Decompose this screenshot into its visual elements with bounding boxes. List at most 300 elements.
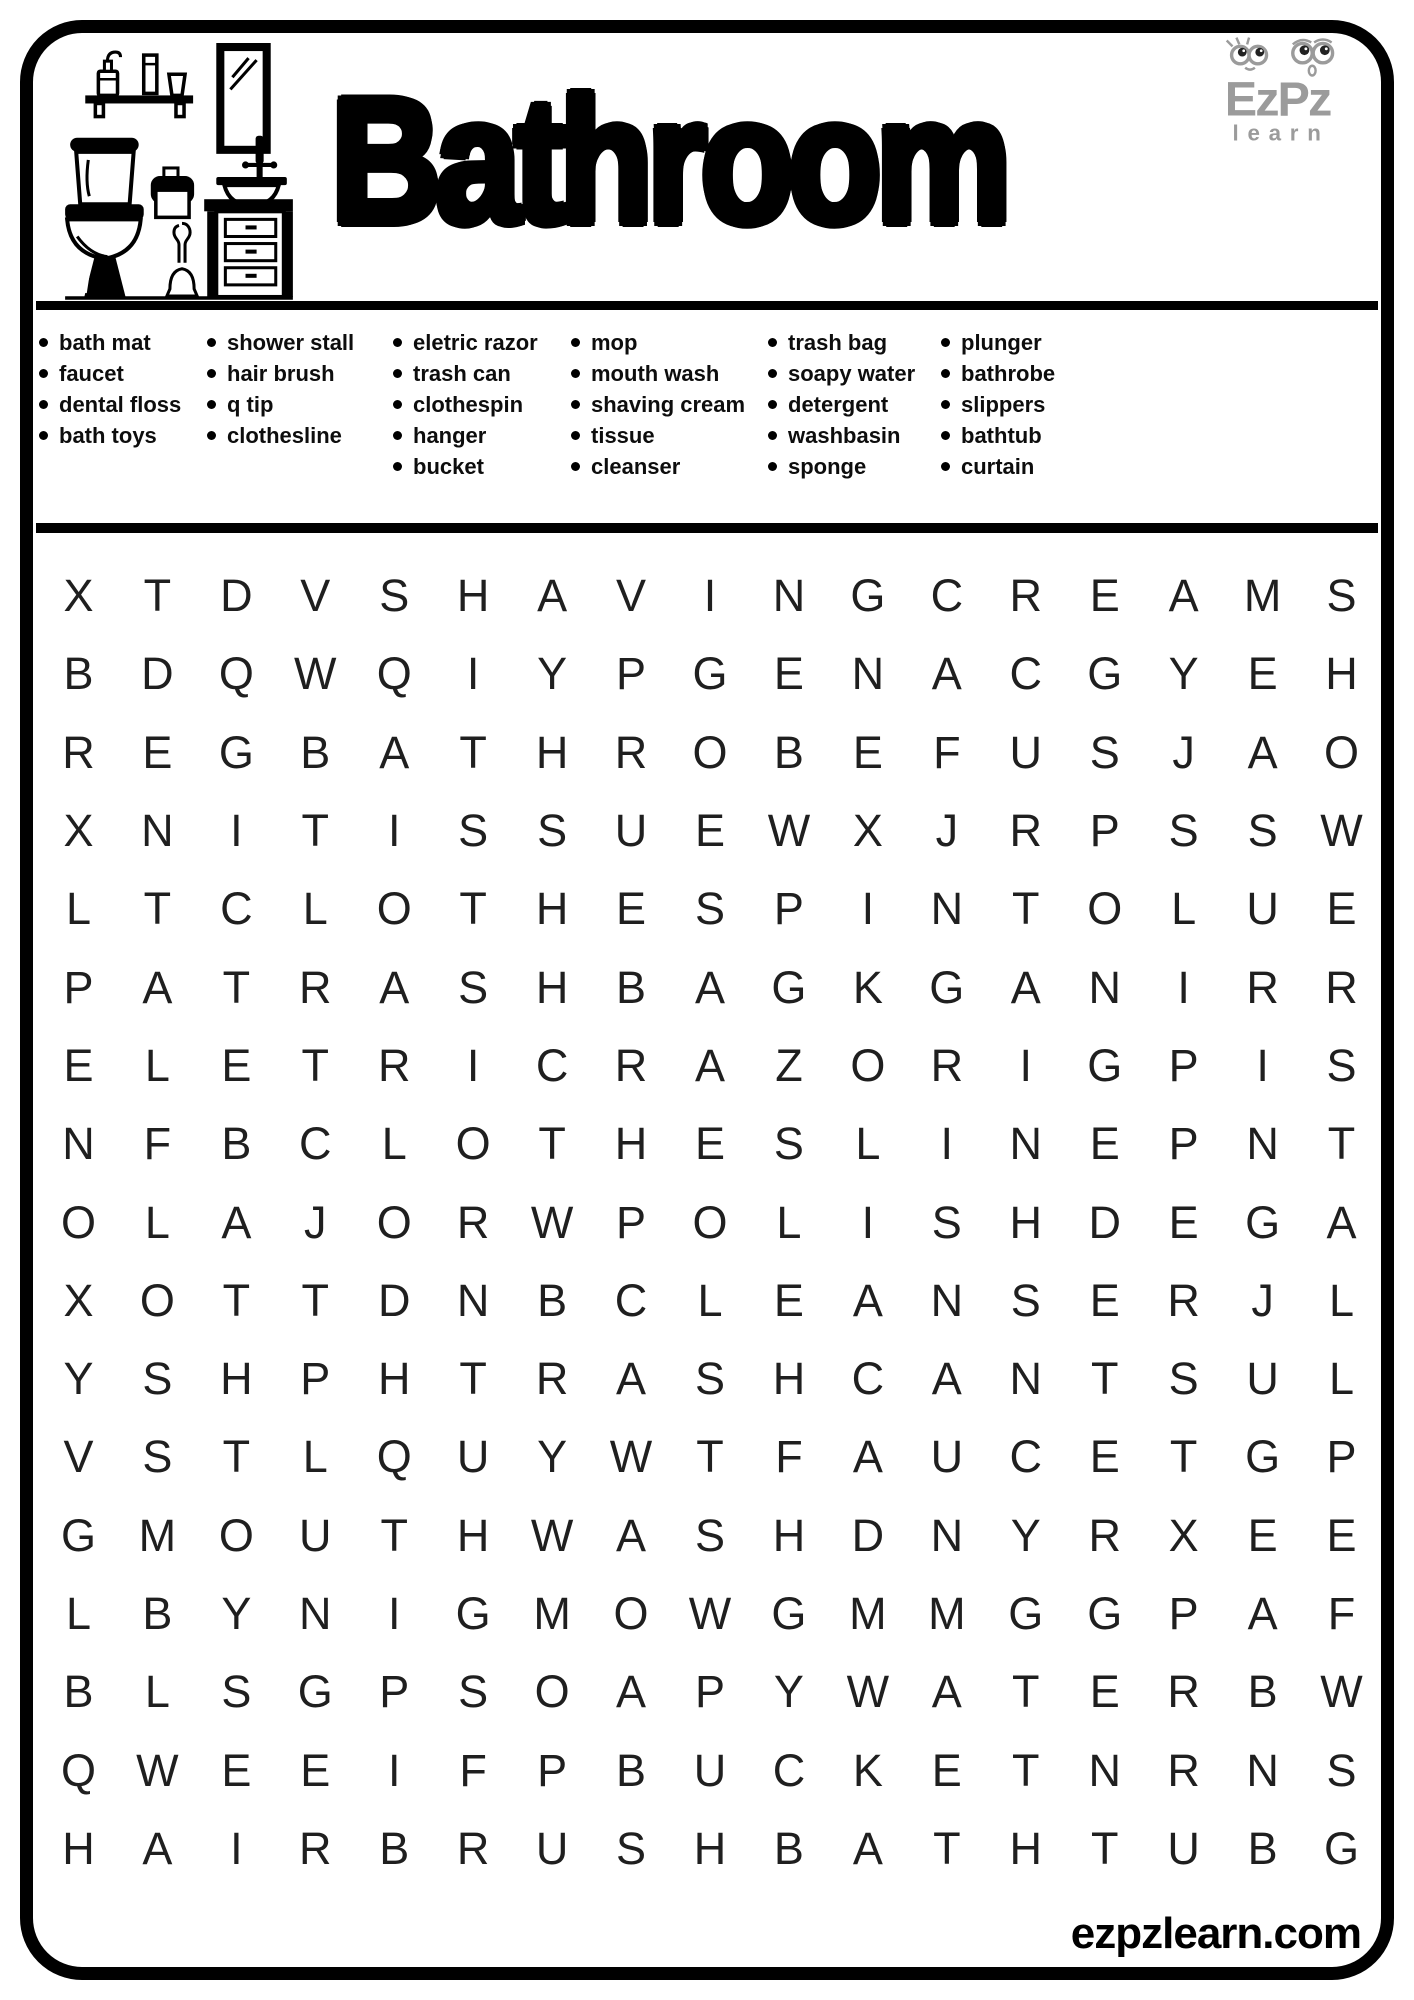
grid-cell: B xyxy=(142,1588,173,1639)
bullet-icon xyxy=(393,431,402,440)
grid-cell: B xyxy=(616,1744,647,1796)
word-list-item xyxy=(393,420,571,451)
grid-cell: E xyxy=(694,805,725,857)
bullet-icon xyxy=(393,462,402,471)
grid-cell: C xyxy=(772,1744,806,1796)
grid-cell: I xyxy=(861,883,875,935)
bullet-icon xyxy=(39,338,48,347)
grid-cell: P xyxy=(773,883,804,935)
grid-cell: R xyxy=(299,1822,332,1874)
grid-cell: U xyxy=(535,1822,569,1874)
grid-cell: E xyxy=(1089,1274,1120,1326)
word-list-item xyxy=(207,420,393,451)
grid-cell: O xyxy=(455,1118,491,1170)
grid-cell: E xyxy=(773,1274,804,1326)
grid-cell: V xyxy=(616,570,647,622)
word-label: detergent xyxy=(788,391,889,417)
grid-cell: P xyxy=(1168,1039,1199,1091)
grid-cell: J xyxy=(304,1196,327,1248)
grid-cell: T xyxy=(933,1822,961,1874)
grid-cell: H xyxy=(535,726,569,778)
grid-cell: S xyxy=(458,805,489,857)
grid-cell: D xyxy=(141,648,174,700)
grid-cell: A xyxy=(616,1353,647,1405)
grid-cell: D xyxy=(1088,1196,1121,1248)
grid-cell: H xyxy=(1009,1196,1042,1248)
grid-cell: B xyxy=(773,726,804,778)
word-list-column xyxy=(941,327,1377,482)
grid-cell: I xyxy=(387,1744,401,1796)
word-label: plunger xyxy=(961,329,1042,355)
grid-cell: I xyxy=(940,1118,954,1170)
grid-cell: N xyxy=(772,570,806,622)
grid-cell: B xyxy=(773,1822,804,1874)
grid-cell: P xyxy=(379,1666,410,1718)
grid-cell: D xyxy=(851,1509,885,1561)
word-label: trash bag xyxy=(788,329,888,355)
grid-cell: T xyxy=(301,1039,330,1091)
word-label: mop xyxy=(591,329,638,355)
word-list-item xyxy=(941,451,1377,482)
word-label: soapy water xyxy=(788,360,916,386)
grid-cell: O xyxy=(1087,883,1123,935)
grid-cell: O xyxy=(534,1666,570,1718)
logo-sub-text: learn xyxy=(1232,120,1330,146)
grid-cell: W xyxy=(294,648,337,700)
grid-cell: S xyxy=(1326,570,1357,622)
grid-cell: T xyxy=(222,961,251,1013)
bullet-icon xyxy=(207,338,216,347)
grid-cell: R xyxy=(1246,961,1279,1013)
word-list-item xyxy=(941,389,1377,420)
grid-cell: S xyxy=(616,1822,647,1874)
bullet-icon xyxy=(393,369,402,378)
grid-cell: I xyxy=(230,1822,243,1874)
grid-cell: D xyxy=(220,570,253,622)
grid-cell: L xyxy=(381,1118,407,1170)
grid-cell: N xyxy=(930,883,964,935)
word-list-column xyxy=(393,327,571,482)
word-list-item xyxy=(571,389,768,420)
word-label: eletric razor xyxy=(413,329,538,355)
grid-cell: S xyxy=(1247,805,1278,857)
grid-cell: A xyxy=(1168,570,1199,622)
grid-cell: S xyxy=(458,961,489,1013)
grid-cell: O xyxy=(218,1509,254,1561)
grid-cell: G xyxy=(1324,1822,1360,1874)
grid-cell: N xyxy=(1088,961,1121,1013)
grid-cell: F xyxy=(459,1744,487,1796)
grid-cell: U xyxy=(693,1744,727,1796)
grid-cell: L xyxy=(1171,883,1197,935)
grid-cell: T xyxy=(696,1431,724,1483)
grid-cell: J xyxy=(1251,1274,1274,1326)
grid-cell: N xyxy=(456,1274,490,1326)
word-list-column xyxy=(571,327,768,482)
grid-cell: H xyxy=(456,1509,490,1561)
grid-cell: G xyxy=(218,726,254,778)
grid-cell: K xyxy=(852,961,883,1013)
word-list-item xyxy=(768,389,941,420)
grid-cell: M xyxy=(533,1588,571,1639)
grid-cell: R xyxy=(1088,1509,1121,1561)
grid-cell: F xyxy=(933,726,961,778)
grid-cell: A xyxy=(1010,961,1041,1013)
grid-cell: A xyxy=(852,1274,883,1326)
bullet-icon xyxy=(768,400,777,409)
word-list-item xyxy=(941,358,1377,389)
grid-cell: N xyxy=(1009,1353,1042,1405)
grid-cell: R xyxy=(1167,1744,1200,1796)
word-list-column xyxy=(768,327,941,482)
grid-cell: K xyxy=(852,1744,883,1796)
grid-cell: P xyxy=(616,648,647,700)
grid-cell: H xyxy=(62,1822,95,1874)
grid-cell: S xyxy=(221,1666,252,1718)
bullet-icon xyxy=(571,369,580,378)
grid-cell: S xyxy=(458,1666,489,1718)
grid-cell: H xyxy=(614,1118,648,1170)
bullet-icon xyxy=(571,400,580,409)
grid-cell: O xyxy=(376,1196,412,1248)
grid-cell: T xyxy=(1169,1431,1198,1483)
grid-cell: X xyxy=(63,570,94,622)
grid-cell: S xyxy=(773,1118,804,1170)
grid-cell: T xyxy=(1012,883,1040,935)
grid-cell: G xyxy=(1087,1588,1123,1639)
word-list-item xyxy=(207,327,393,358)
word-list-column xyxy=(207,327,393,482)
grid-cell: P xyxy=(1089,805,1120,857)
word-label: shaving cream xyxy=(591,391,746,417)
grid-cell: T xyxy=(1327,1118,1356,1170)
grid-cell: Y xyxy=(773,1666,804,1718)
grid-cell: N xyxy=(930,1274,964,1326)
grid-cell: H xyxy=(220,1353,253,1405)
grid-cell: E xyxy=(616,883,647,935)
grid-cell: E xyxy=(694,1118,725,1170)
grid-cell: T xyxy=(1090,1353,1119,1405)
puzzle-grid xyxy=(39,557,1381,1888)
grid-cell: T xyxy=(459,726,487,778)
grid-cell: S xyxy=(1089,726,1120,778)
grid-cell: H xyxy=(772,1353,806,1405)
grid-cell: B xyxy=(616,961,647,1013)
grid-cell: E xyxy=(300,1744,331,1796)
grid-cell: I xyxy=(387,805,401,857)
grid-cell: O xyxy=(850,1039,886,1091)
grid-cell: T xyxy=(301,1274,330,1326)
grid-cell: S xyxy=(1010,1274,1041,1326)
grid-cell: G xyxy=(929,961,965,1013)
grid-cell: E xyxy=(773,648,804,700)
word-label: q tip xyxy=(227,391,274,417)
grid-cell: B xyxy=(63,648,94,700)
word-list xyxy=(39,327,1377,482)
grid-cell: H xyxy=(1325,648,1358,700)
grid-cell: N xyxy=(299,1588,332,1639)
grid-cell: G xyxy=(771,1588,807,1639)
grid-cell: F xyxy=(1327,1588,1356,1639)
grid-cell: G xyxy=(1087,648,1123,700)
grid-cell: B xyxy=(1247,1822,1278,1874)
grid-cell: L xyxy=(144,1196,170,1248)
grid-cell: O xyxy=(376,883,412,935)
word-list-item xyxy=(39,389,207,420)
bullet-icon xyxy=(941,431,950,440)
grid-cell: S xyxy=(694,1509,725,1561)
grid-cell: V xyxy=(63,1431,94,1483)
grid-cell: W xyxy=(846,1666,890,1718)
grid-cell: J xyxy=(1172,726,1195,778)
grid-cell: U xyxy=(299,1509,332,1561)
grid-cell: G xyxy=(455,1588,491,1639)
grid-cell: U xyxy=(1009,726,1042,778)
grid-cell: T xyxy=(1012,1744,1040,1796)
grid-cell: E xyxy=(221,1744,252,1796)
grid-cell: S xyxy=(379,570,410,622)
grid-cell: W xyxy=(136,1744,179,1796)
grid-cell: H xyxy=(535,883,569,935)
grid-cell: S xyxy=(694,1353,725,1405)
grid-cell: E xyxy=(1089,1666,1120,1718)
owl-eyes-icon xyxy=(1227,38,1333,76)
grid-cell: H xyxy=(693,1822,727,1874)
grid-cell: S xyxy=(1326,1039,1357,1091)
grid-cell: A xyxy=(537,570,568,622)
grid-cell: F xyxy=(143,1118,172,1170)
grid-cell: B xyxy=(537,1274,568,1326)
word-label: bath mat xyxy=(59,329,151,355)
grid-cell: R xyxy=(535,1353,569,1405)
grid-cell: T xyxy=(143,570,172,622)
grid-cell: S xyxy=(931,1196,962,1248)
bullet-icon xyxy=(768,369,777,378)
word-list-column xyxy=(39,327,207,482)
grid-cell: R xyxy=(62,726,95,778)
grid-cell: L xyxy=(302,1431,328,1483)
word-list-item xyxy=(393,451,571,482)
grid-cell: I xyxy=(1019,1039,1033,1091)
grid-cell: I xyxy=(1256,1039,1269,1091)
grid-cell: C xyxy=(299,1118,332,1170)
grid-cell: H xyxy=(377,1353,411,1405)
grid-cell: O xyxy=(1324,726,1360,778)
grid-cell: I xyxy=(466,648,480,700)
word-list-item xyxy=(571,327,768,358)
grid-cell: E xyxy=(852,726,883,778)
word-label: tissue xyxy=(591,422,655,448)
word-list-item xyxy=(571,451,768,482)
grid-cell: I xyxy=(861,1196,875,1248)
grid-cell: E xyxy=(63,1039,94,1091)
logo-brand-text: EzPz xyxy=(1224,72,1331,127)
grid-cell: B xyxy=(1247,1666,1278,1718)
grid-cell: C xyxy=(535,1039,569,1091)
wordlist-divider xyxy=(36,523,1378,533)
word-label: hanger xyxy=(413,422,487,448)
grid-cell: T xyxy=(459,883,487,935)
grid-cell: I xyxy=(466,1039,480,1091)
grid-cell: R xyxy=(456,1822,490,1874)
grid-cell: B xyxy=(63,1666,94,1718)
bullet-icon xyxy=(393,400,402,409)
word-label: bucket xyxy=(413,453,484,479)
word-list-item xyxy=(393,358,571,389)
grid-cell: R xyxy=(930,1039,964,1091)
grid-cell: I xyxy=(230,805,243,857)
grid-cell: L xyxy=(855,1118,881,1170)
grid-cell: O xyxy=(60,1196,96,1248)
grid-cell: W xyxy=(530,1509,574,1561)
grid-cell: S xyxy=(537,805,568,857)
bullet-icon xyxy=(941,462,950,471)
grid-cell: G xyxy=(60,1509,96,1561)
grid-cell: P xyxy=(1168,1118,1199,1170)
word-label: mouth wash xyxy=(591,360,720,386)
grid-cell: O xyxy=(139,1274,175,1326)
word-list-item xyxy=(571,420,768,451)
grid-cell: B xyxy=(379,1822,410,1874)
grid-cell: O xyxy=(613,1588,649,1639)
grid-cell: E xyxy=(1089,1431,1120,1483)
grid-cell: C xyxy=(1009,1431,1042,1483)
word-list-item xyxy=(941,420,1377,451)
word-label: hair brush xyxy=(227,360,335,386)
word-list-item xyxy=(393,327,571,358)
grid-cell: X xyxy=(1168,1509,1199,1561)
grid-cell: L xyxy=(65,883,91,935)
grid-cell: R xyxy=(1167,1666,1200,1718)
grid-cell: A xyxy=(931,1353,962,1405)
grid-cell: U xyxy=(614,805,648,857)
word-list-item xyxy=(39,327,207,358)
website-url: ezpzlearn.com xyxy=(1070,1909,1361,1958)
word-label: clothespin xyxy=(413,391,524,417)
grid-cell: E xyxy=(1247,1509,1278,1561)
word-label: dental floss xyxy=(59,391,182,417)
grid-cell: S xyxy=(1168,1353,1199,1405)
grid-cell: N xyxy=(1088,1744,1121,1796)
word-list-item xyxy=(768,420,941,451)
grid-cell: Y xyxy=(537,648,568,700)
grid-cell: G xyxy=(1245,1431,1281,1483)
grid-cell: O xyxy=(692,1196,728,1248)
grid-cell: A xyxy=(616,1509,647,1561)
grid-cell: I xyxy=(387,1588,401,1639)
word-list-item xyxy=(39,420,207,451)
grid-cell: B xyxy=(300,726,331,778)
grid-cell: Q xyxy=(218,648,254,700)
bullet-icon xyxy=(941,400,950,409)
grid-cell: L xyxy=(65,1588,91,1639)
grid-cell: U xyxy=(930,1431,964,1483)
grid-cell: G xyxy=(692,648,728,700)
grid-cell: Y xyxy=(1168,648,1199,700)
bathroom-illustration xyxy=(63,43,295,301)
grid-cell: G xyxy=(1087,1039,1123,1091)
bullet-icon xyxy=(941,338,950,347)
word-list-item xyxy=(571,358,768,389)
word-list-item xyxy=(768,358,941,389)
grid-cell: U xyxy=(1246,883,1279,935)
grid-cell: G xyxy=(771,961,807,1013)
grid-cell: R xyxy=(1167,1274,1200,1326)
grid-cell: A xyxy=(931,1666,962,1718)
grid-cell: U xyxy=(1167,1822,1200,1874)
grid-cell: E xyxy=(1089,1118,1120,1170)
grid-cell: W xyxy=(1320,805,1363,857)
grid-cell: Q xyxy=(60,1744,96,1796)
grid-cell: M xyxy=(849,1588,887,1639)
grid-cell: L xyxy=(1329,1353,1355,1405)
word-label: clothesline xyxy=(227,422,342,448)
grid-cell: N xyxy=(1246,1744,1279,1796)
grid-cell: A xyxy=(1247,726,1278,778)
grid-cell: S xyxy=(1168,805,1199,857)
grid-cell: N xyxy=(62,1118,95,1170)
word-list-item xyxy=(768,327,941,358)
grid-cell: L xyxy=(302,883,328,935)
grid-cell: A xyxy=(379,726,410,778)
word-list-item xyxy=(207,389,393,420)
grid-cell: R xyxy=(1009,805,1042,857)
grid-cell: M xyxy=(1243,570,1282,622)
grid-cell: W xyxy=(688,1588,732,1639)
grid-cell: O xyxy=(692,726,728,778)
grid-cell: G xyxy=(850,570,886,622)
page-title: Bathroom xyxy=(330,61,1006,260)
grid-cell: P xyxy=(537,1744,568,1796)
grid-cell: X xyxy=(852,805,883,857)
grid-cell: T xyxy=(1012,1666,1040,1718)
bullet-icon xyxy=(941,369,950,378)
grid-cell: Y xyxy=(1010,1509,1041,1561)
bullet-icon xyxy=(39,369,48,378)
grid-cell: Q xyxy=(376,1431,412,1483)
grid-cell: T xyxy=(1090,1822,1119,1874)
word-list-item xyxy=(39,358,207,389)
grid-cell: R xyxy=(377,1039,411,1091)
ezpz-learn-logo xyxy=(1217,37,1353,147)
word-label: bathrobe xyxy=(961,360,1056,386)
grid-cell: H xyxy=(456,570,490,622)
grid-cell: S xyxy=(1326,1744,1357,1796)
grid-cell: N xyxy=(141,805,174,857)
header-divider xyxy=(36,301,1378,310)
grid-cell: L xyxy=(144,1039,170,1091)
grid-cell: G xyxy=(1008,1588,1044,1639)
grid-cell: W xyxy=(1320,1666,1363,1718)
grid-cell: E xyxy=(221,1039,252,1091)
grid-cell: A xyxy=(931,648,962,700)
grid-cell: E xyxy=(1168,1196,1199,1248)
bullet-icon xyxy=(207,369,216,378)
grid-cell: T xyxy=(222,1431,251,1483)
grid-cell: L xyxy=(697,1274,723,1326)
grid-cell: T xyxy=(222,1274,251,1326)
bullet-icon xyxy=(571,431,580,440)
grid-cell: R xyxy=(1009,570,1042,622)
word-label: bath toys xyxy=(59,422,157,448)
grid-cell: A xyxy=(694,1039,725,1091)
title-area xyxy=(263,51,1073,271)
grid-cell: T xyxy=(459,1353,487,1405)
grid-cell: A xyxy=(852,1431,883,1483)
grid-cell: A xyxy=(616,1666,647,1718)
grid-cell: N xyxy=(1246,1118,1279,1170)
grid-cell: B xyxy=(221,1118,252,1170)
